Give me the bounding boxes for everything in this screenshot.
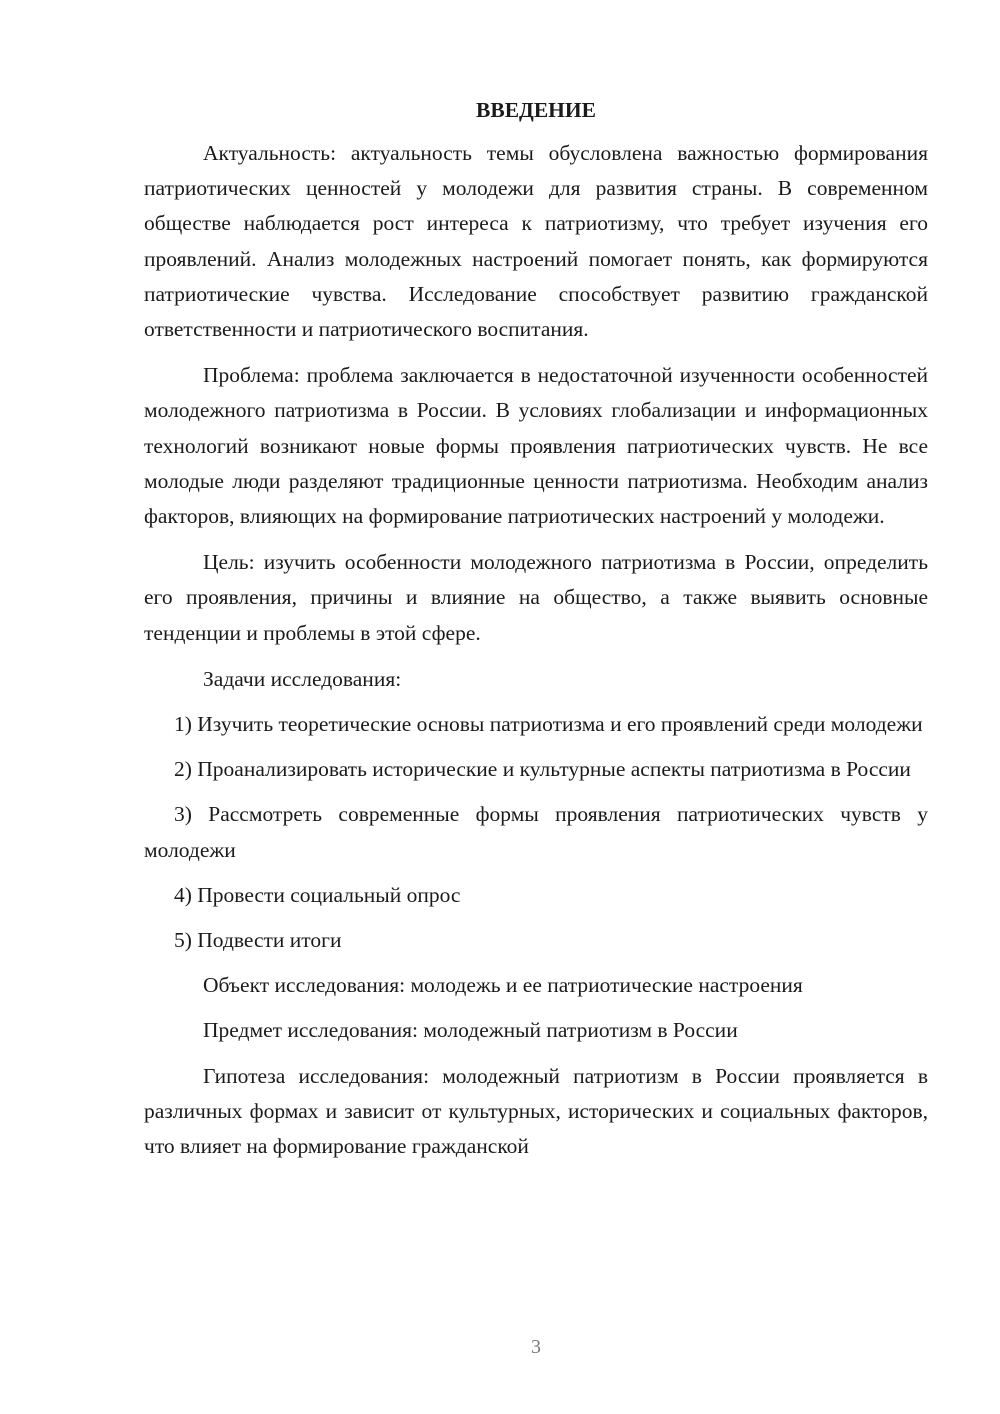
task-item-1: 1) Изучить теоретические основы патриотизма и его проявлений среди молодежи [174,712,923,737]
section-title: ВВЕДЕНИЕ [476,98,596,122]
research-hypothesis: Гипотеза исследования: молодежный патриотизм в России проявляется в различных формах и зависит от культурных, исторических и социальных факторов, что влияет на формирование гражданской [144,1063,928,1159]
task-item-3: 3) Рассмотреть современные формы проявления патриотических чувств у молодежи [144,802,928,862]
page-number: 3 [531,1336,541,1358]
document-page [144,92,928,1164]
task-item-2: 2) Проанализировать исторические и культурные аспекты патриотизма в России [174,757,911,782]
task-item-5: 5) Подвести итоги [174,928,342,953]
task-item-4: 4) Провести социальный опрос [174,882,461,907]
tasks-heading: Задачи исследования: [203,666,402,691]
goal-paragraph: Цель: изучить особенности молодежного патриотизма в России, определить его проявления, причины и влияние на общество, а также выявить основные тенденции и проблемы в этой сфере. [144,550,928,645]
research-subject: Предмет исследования: молодежный патриотизм в России [203,1018,738,1043]
research-object: Объект исследования: молодежь и ее патриотические настроения [203,973,803,998]
relevance-paragraph: Актуальность: актуальность темы обусловлена важностью формирования патриотических ценностей у молодежи для развития страны. В современном обществе наблюдается рост интереса к патриотизму, что требует изучения его проявлений. Анализ молодежных настроений помогает понять, как формируются патриотические чувства. Исследование способствует развитию гражданской ответственности и патриотического воспитания. [144,141,928,342]
problem-paragraph: Проблема: проблема заключается в недостаточной изученности особенностей молодежного патриотизма в России. В условиях глобализации и информационных технологий возникают новые формы проявления патриотических чувств. Не все молодые люди разделяют традиционные ценности патриотизма. Необходим анализ факторов, влияющих на формирование патриотических настроений у молодежи. [144,363,928,529]
